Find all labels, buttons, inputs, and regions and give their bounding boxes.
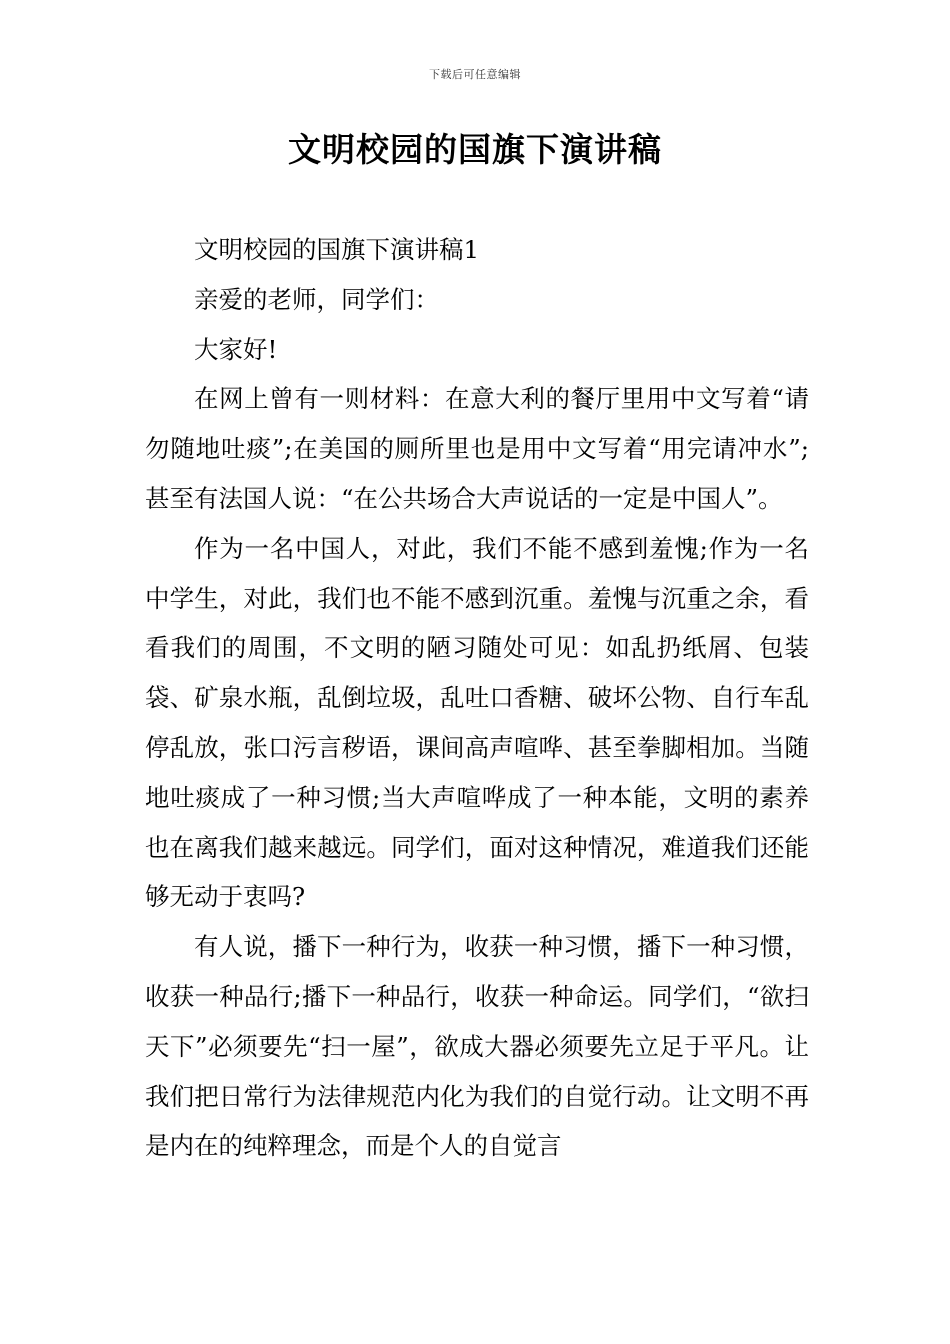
document-body bbox=[145, 225, 809, 1171]
paragraph-subtitle: 文明校园的国旗下演讲稿1 bbox=[194, 235, 480, 264]
paragraph-body: 有人说，播下一种行为，收获一种习惯，播下一种习惯，收获一种品行;播下一种品行，收获一种命运。同学们，“欲扫天下”必须要先“扫一屋”，欲成大器必须要先立足于平凡。让我们把日常行为法律规范内化为我们的自觉行动。让文明不再是内在的纯粹理念，而是个人的自觉言 bbox=[145, 932, 809, 1161]
paragraph-greeting: 大家好! bbox=[194, 334, 278, 364]
paragraph-body: 在网上曾有一则材料：在意大利的餐厅里用中文写着“请勿随地吐痰”;在美国的厕所里也是用中文写着“用完请冲水”;甚至有法国人说：“在公共场合大声说话的一定是中国人”。 bbox=[145, 384, 809, 513]
paragraph-salutation: 亲爱的老师，同学们： bbox=[194, 284, 439, 314]
header-note: 下载后可任意编辑 bbox=[429, 68, 521, 81]
document-title: 文明校园的国旗下演讲稿 bbox=[288, 130, 662, 169]
paragraph-body: 作为一名中国人，对此，我们不能不感到羞愧;作为一名中学生，对此，我们也不能不感到沉重。羞愧与沉重之余，看看我们的周围，不文明的陋习随处可见：如乱扔纸屑、包装袋、矿泉水瓶，乱倒垃圾，乱吐口香糖、破坏公物、自行车乱停乱放，张口污言秽语，课间高声喧哗、甚至拳脚相加。当随地吐痰成了一种习惯;当大声喧哗成了一种本能，文明的素养也在离我们越来越远。同学们，面对这种情况，难道我们还能够无动于衷吗? bbox=[145, 533, 809, 912]
